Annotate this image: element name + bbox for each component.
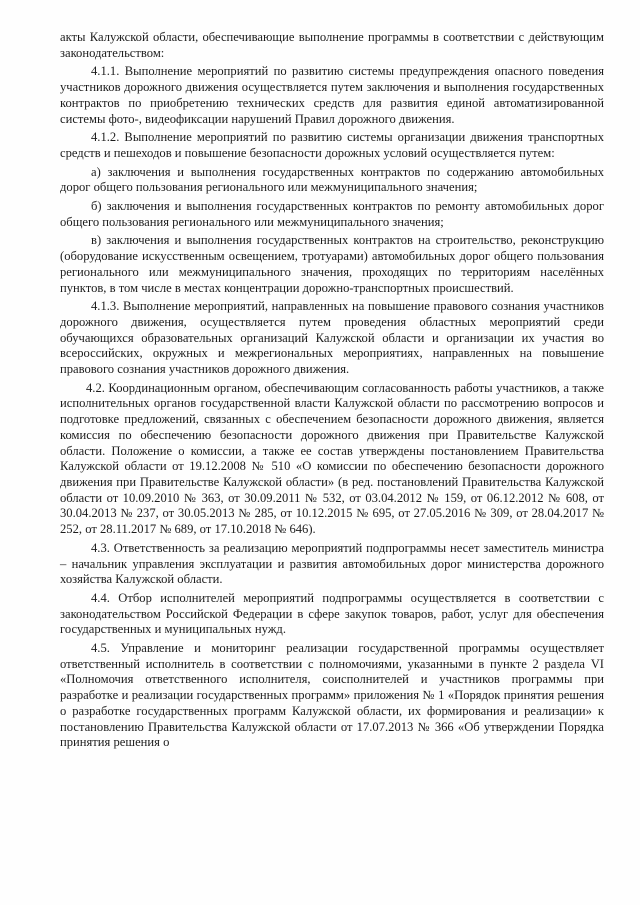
paragraph-intro: акты Калужской области, обеспечивающие выполнение программы в соответствии с действующим законодательством: <box>60 30 604 60</box>
paragraph-item-a: а) заключения и выполнения государственных контрактов по содержанию автомобильных дорог общего пользования регионального или межмуниципального значения; <box>60 164 604 195</box>
paragraph-4-5: 4.5. Управление и мониторинг реализации государственной программы осуществляет ответственный исполнитель в соответствии с полномочиями, указанными в пункте 2 раздела VI «Полномочия ответственного исполнителя, соисполнителей и участников программы при разработке и реализации государственных программ» приложения № 1 «Порядок принятия решения о разработке государственных программ Калужской области, их формирования и реализации» к постановлению Правительства Калужской области от 17.07.2013 № 366 «Об утверждении Порядка принятия решения о <box>60 641 604 750</box>
paragraph-item-v: в) заключения и выполнения государственных контрактов на строительство, реконструкцию (оборудование искусственным освещением, тротуарами) автомобильных дорог общего пользования регионального или межмуниципального значения, проходящих по территориям населённых пунктов, в том числе в местах концентрации дорожно-транспортных происшествий. <box>60 233 604 295</box>
paragraph-4-2: 4.2. Координационным органом, обеспечивающим согласованность работы участников, а также исполнительных органов государственной власти Калужской области по рассмотрению вопросов и подготовке предложений, связанных с обеспечением безопасности дорожного движения, является комиссия по обеспечению безопасности дорожного движения при Правительстве Калужской области. Положение о комиссии, а также ее состав утверждены постановлением Правительства Калужской области от 19.12.2008 № 510 «О комиссии по обеспечению безопасности дорожного движения при Правительстве Калужской области» (в ред. постановлений Правительства Калужской области от 10.09.2010 № 363, от 30.09.2011 № 532, от 03.04.2012 № 159, от 06.12.2012 № 608, от 30.04.2013 № 237, от 30.05.2013 № 285, от 10.12.2015 № 695, от 27.05.2016 № 309, от 28.04.2017 № 252, от 28.11.2017 № 689, от 17.10.2018 № 646). <box>60 380 604 537</box>
paragraph-4-4: 4.4. Отбор исполнителей мероприятий подпрограммы осуществляется в соответствии с законодательством Российской Федерации в сфере закупок товаров, работ, услуг для обеспечения государственных и муниципальных нужд. <box>60 590 604 637</box>
paragraph-4-1-3: 4.1.3. Выполнение мероприятий, направленных на повышение правового сознания участников дорожного движения, осуществляется путем проведения областных мероприятий среди обучающихся образовательных организаций Калужской области и организации их участия во всероссийских, окружных и межрегиональных мероприятиях, направленных на повышение правового сознания участников дорожного движения. <box>60 299 604 377</box>
paragraph-item-b: б) заключения и выполнения государственных контрактов по ремонту автомобильных дорог общего пользования регионального или межмуниципального значения; <box>60 199 604 229</box>
paragraph-4-3: 4.3. Ответственность за реализацию мероприятий подпрограммы несет заместитель министра – начальник управления эксплуатации и развития автомобильных дорог министерства дорожного хозяйства Калужской области. <box>60 540 604 587</box>
paragraph-4-1-2: 4.1.2. Выполнение мероприятий по развитию системы организации движения транспортных средств и пешеходов и повышение безопасности дорожных условий осуществляется путем: <box>60 130 604 160</box>
paragraph-4-1-1: 4.1.1. Выполнение мероприятий по развитию системы предупреждения опасного поведения участников дорожного движения осуществляется путем заключения и выполнения государственных контрактов по приобретению технических средств для развития единой автоматизированной системы фото-, видеофиксации нарушений Правил дорожного движения. <box>60 64 604 126</box>
